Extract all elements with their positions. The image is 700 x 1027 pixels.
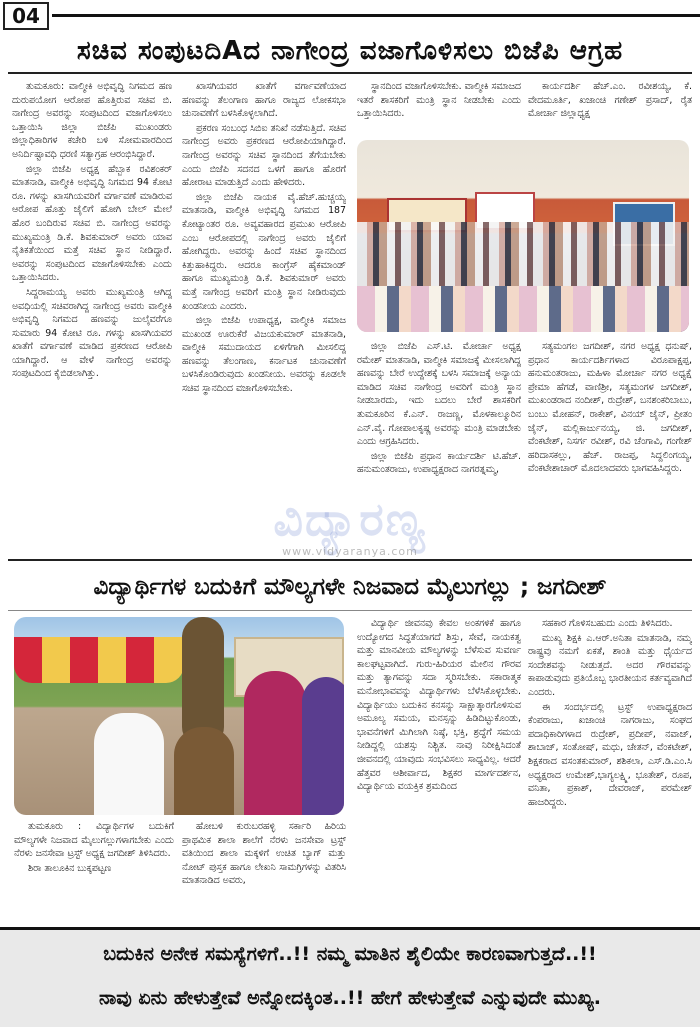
- paragraph: ಸಿದ್ದರಾಮಯ್ಯ ಅವರು ಮುಖ್ಯಮಂತ್ರಿ ಆಗಿದ್ದ ಅವಧಿಯಲ್ಲಿ ಸಚಿವರಾಗಿದ್ದ ನಾಗೇಂದ್ರ ಅವರು ವಾಲ್ಮೀಕಿ ಅಭಿವೃದ್ಧಿ ನಿಗಮದ ಹಣವನ್ನು ಜುಲೈವರೆಗೂ ಸುಮಾರು 94 ಕೋಟಿ ರೂ. ಗಳನ್ನು ಖಾಸಗಿಯವರ ಖಾತೆಗೆ ವರ್ಗಾವಣೆ ಮಾಡಿದ ಪ್ರಕರಣದ ಆರೋಪಿ ಯಾಗಿದ್ದಾರೆ. ಆ ವೇಳೆ ನಾಗೇಂದ್ರ ಅವರನ್ನು ಸಂಪುಟದಿಂದ ಕೈಬಿಡಲಾಗಿತ್ತು.: [12, 286, 172, 380]
- article1-col4-top: [528, 80, 692, 136]
- student: [94, 713, 164, 815]
- paragraph: ಈ ಸಂದರ್ಭದಲ್ಲಿ ಟ್ರಸ್ಟ್ ಉಪಾಧ್ಯಕ್ಷರಾದ ಕೆಂಪರಾಜು, ಖಜಾಂಚಿ ನಾಗರಾಜು, ಸಂಘದ ಪದಾಧಿಕಾರಿಗಳಾದ ರುದ್ರೇಶ್, ಪ್ರದೀಪ್, ನವಾಜ್, ಶಾಬಾಜ್, ಸಂತೋಷ್, ಮಧು, ಚೇತನ್, ವೆಂಕಟೇಶ್, ಶಿಕ್ಷಕರಾದ ವಸಂತಕುಮಾರ್, ಶಶಿಕಲಾ, ಎಸ್.ಡಿ.ಎಂ.ಸಿ ಅಧ್ಯಕ್ಷರಾದ ಉಮೇಶ್,ಭಾಗ್ಯಲಕ್ಷ್ಮಿ, ಭೂತೇಶ್, ರೂಪ, ವನಿತಾ, ಪ್ರಕಾಶ್, ದೇವರಾಜ್, ಪರಮೇಶ್ ಹಾಜರಿದ್ದರು.: [528, 701, 692, 808]
- paragraph: ವಿದ್ಯಾರ್ಥಿ ಜೀವನವು ಕೇವಲ ಅಂಕಗಳಿಕೆ ಹಾಗೂ ಉದ್ಯೋಗದ ಸಿದ್ಧತೆಯಾಗದೆ ಶಿಸ್ತು, ಸೇವೆ, ನಾಯಕತ್ವ ಮತ್ತು ಮಾನವೀಯ ಮೌಲ್ಯಗಳನ್ನು ಬೆಳೆಸುವ ಸುವರ್ಣ ಕಾಲಘಟ್ಟವಾಗಿದೆ. ಗುರು-ಹಿರಿಯರ ಮೇಲಿನ ಗೌರವ ಮತ್ತು ತ್ಯಾಗವನ್ನು ಸದಾ ಸ್ಮರಿಸಬೇಕು. ಸಕಾರಾತ್ಮಕ ಮನೋಭಾವವನ್ನು ವಿದ್ಯಾರ್ಥಿಗಳು ಬೆಳೆಸಿಕೊಳ್ಳಬೇಕು. ವಿದ್ಯಾರ್ಥಿಯು ಬದುಕಿನ ಕನಸನ್ನು ಸಾಕ್ಷಾತ್ಕಾರಗೊಳಿಸುವ ಅಮೂಲ್ಯ ಸಮಯ, ಮನಸ್ಸನ್ನು ಹಿಡಿದಿಟ್ಟುಕೊಂಡು, ಭಾವನೆಗಳಿಗೆ ಮಿಗಿಲಾಗಿ ನಿಷ್ಠೆ, ಭಕ್ತಿ, ಶ್ರದ್ಧೆಗೆ ಸಮಯ ನೀಡಿದ್ದಲ್ಲಿ ಯಶಸ್ಸು ನಿಶ್ಚಿತ. ನಾವು ನಿರೀಕ್ಷಿಸಿದಂತೆ ಜೀವನದಲ್ಲಿ ಯಾವುದು ಸಂಭವಿಸಲು ಸಾಧ್ಯವಿಲ್ಲ. ಆದರೆ ಹೆತ್ತವರ ಆಶೀರ್ವಾದ, ಶಿಕ್ಷಕರ ಮಾರ್ಗದರ್ಶನ, ವಿದ್ಯಾರ್ಥಿಯ ವಯಕ್ತಿಕ ಶ್ರಮದಿಂದ: [357, 618, 521, 793]
- quote-line-2: ನಾವು ಏನು ಹೇಳುತ್ತೇವೆ ಅನ್ನೋದಕ್ಕಿಂತ..!! ಹೇಗೆ ಹೇಳುತ್ತೇವೆ ಎನ್ನುವುದೇ ಮುಖ್ಯ.: [99, 987, 601, 1009]
- paragraph: ತುಮಕೂರು : ವಿದ್ಯಾರ್ಥಿಗಳ ಬದುಕಿಗೆ ಮೌಲ್ಯಗಳೇ ನಿಜವಾದ ಮೈಲುಗಲ್ಲುಗಳಾಗಬೇಕು ಎಂದು ನೆರಳು ಜನಸೇವಾ ಟ್ರಸ್ಟ್ ಅಧ್ಯಕ್ಷ ಜಗದೀಶ್ ತಿಳಿಸಿದರು.: [14, 821, 174, 860]
- paragraph: ತುಮಕೂರು: ವಾಲ್ಮೀಕಿ ಅಭಿವೃದ್ಧಿ ನಿಗಮದ ಹಣ ದುರುಪಯೋಗ ಆರೋಪ ಹೊತ್ತಿರುವ ಸಚಿವ ಬಿ. ನಾಗೇಂದ್ರ ಅವರನ್ನು ಸಂಪುಟದಿಂದ ವಜಾಗೊಳಿಸಲು ಒತ್ತಾಯಿಸಿ ಜಿಲ್ಲಾ ಬಿಜೆಪಿ ಮುಖಂಡರು ಜಿಲ್ಲಾಧಿಕಾರಿಗಳ ಕಚೇರಿ ಬಳಿ ಸೋಮವಾರದಿಂದ ಅನಿರ್ದಿಷ್ಟಾವಧಿ ಧರಣಿ ಸತ್ಯಾಗ್ರಹ ಆರಂಭಿಸಿದ್ದಾರೆ.: [12, 81, 172, 160]
- person: [174, 727, 234, 815]
- school-event-photo: [14, 617, 344, 815]
- paragraph: ಜಿಲ್ಲಾ ಬಿಜೆಪಿ ನಾಯಕ ವೈ.ಹೆಚ್.ಹುಚ್ಚಯ್ಯ ಮಾತನಾಡಿ, ವಾಲ್ಮೀಕಿ ಅಭಿವೃದ್ಧಿ ನಿಗಮದ 187 ಕೋಟ್ಯಾಂತರ ರೂ. ಅವ್ಯವಹಾರದ ಪ್ರಮುಖ ಆರೋಪಿ ಎಂಬ ಆರೋಪದಲ್ಲಿ ನಾಗೇಂದ್ರ ಅವರು ಜೈಲಿಗೆ ಹೋಗಿದ್ದರು. ಅವರನ್ನು ಹಿಂದೆ ಸಚಿವ ಸ್ಥಾನದಿಂದ ಕಿತ್ತುಹಾಕಿದ್ದರು. ಆದರೂ ಕಾಂಗ್ರೆಸ್ ಹೈಕಮಾಂಡ್ ಹಾಗೂ ಮುಖ್ಯಮಂತ್ರಿ ಡಿ.ಕೆ. ಶಿವಕುಮಾರ್ ಅವರು ಮತ್ತೆ ನಾಗೇಂದ್ರ ಅವರಿಗೆ ಮಂತ್ರಿ ಸ್ಥಾನ ನೀಡಿರುವುದು ಖಂಡನೀಯ ಎಂದರು.: [182, 191, 346, 312]
- article1-headline: ಸಚಿವ ಸಂಪುಟದಿAದ ನಾಗೇಂದ್ರ ವಜಾಗೊಳಿಸಲು ಬಿಜೆಪಿ ಆಗ್ರಹ: [76, 36, 624, 66]
- tent-canopy: [14, 637, 184, 683]
- watermark-url: www.vidyaranya.com: [282, 545, 418, 558]
- article2-col3: [357, 617, 521, 924]
- page-number: 04: [3, 2, 49, 30]
- paragraph: ಸಹಕಾರ ಗೊಳಿಸಬಹುದು ಎಂದು ತಿಳಿಸಿದರು.: [542, 618, 673, 629]
- article2-col4: [528, 617, 692, 924]
- paragraph: ಶಿರಾ ತಾಲೂಕಿನ ಬುಕ್ಕಪಟ್ಟಣ: [28, 862, 112, 874]
- seated-crowd: [357, 286, 689, 332]
- article1-col3-top: [357, 80, 521, 136]
- paragraph: ಪ್ರಕರಣ ಸಂಬಂಧ ಸಿಬಿಐ ತನಿಖೆ ನಡೆಸುತ್ತಿದೆ. ಸಚಿವ ನಾಗೇಂದ್ರ ಅವರು ಪ್ರಕರಣದ ಆರೋಪಿಯಾಗಿದ್ದಾರೆ. ನಾಗೇಂದ್ರ ಅವರನ್ನು ಸಚಿವ ಸ್ಥಾನದಿಂದ ತೆಗೆಯಬೇಕು ಎಂದು ಬಿಜೆಪಿ ಸದನದ ಒಳಗೆ ಹಾಗೂ ಹೊರಗೆ ಹೋರಾಟ ಮಾಡುತ್ತಿದೆ ಎಂದು ಹೇಳಿದರು.: [182, 122, 346, 189]
- headline-rule: [8, 72, 692, 74]
- watermark-logo: ವಿದ್ಯಾರಣ್ಯ: [273, 492, 427, 546]
- paragraph: ಜಿಲ್ಲಾ ಬಿಜೆಪಿ ಪ್ರಧಾನ ಕಾರ್ಯದರ್ಶಿ ಟಿ.ಹೆಚ್. ಹನುಮಂತರಾಜು, ಉಪಾಧ್ಯಕ್ಷರಾದ ನಾಗರತ್ನಮ್ಮ,: [357, 450, 521, 476]
- headline-underline: [8, 610, 692, 611]
- article2-col2: [182, 820, 346, 924]
- paragraph: ಹೋಬಳಿ ಕುರುಬರಹಳ್ಳಿ ಸರ್ಕಾರಿ ಹಿರಿಯ ಪ್ರಾಥಮಿಕ ಶಾಲಾ ಶಾಲೆಗೆ ನೆರಳು ಜನಸೇವಾ ಟ್ರಸ್ಟ್ ವತಿಯಿಂದ ಶಾಲಾ ಮಕ್ಕಳಿಗೆ ಉಚಿತ ಬ್ಯಾಗ್ ಮತ್ತು ನೋಟ್ ಪುಸ್ತಕ ಹಾಗೂ ಲೇಖನಿ ಸಾಮಗ್ರಿಗಳನ್ನು ವಿತರಿಸಿ ಮಾತನಾಡಿದ ಅವರು,: [182, 821, 346, 887]
- article1-col2: [182, 80, 346, 555]
- article1-col1: [12, 80, 172, 555]
- paragraph: ಖಾಸಗಿಯವರ ಖಾತೆಗೆ ವರ್ಗಾವಣೆಯಾದ ಹಣವನ್ನು ತೆಲಂಗಾಣ ಹಾಗೂ ರಾಜ್ಯದ ಲೋಕಸಭಾ ಚುನಾವಣೆಗೆ ಬಳಸಿಕೊಳ್ಳಲಾಗಿದೆ.: [182, 81, 346, 120]
- speaker: [244, 671, 306, 815]
- paragraph: ಸ್ಥಾನದಿಂದ ವಜಾಗೊಳಿಸಬೇಕು. ವಾಲ್ಮೀಕಿ ಸಮಾಜದ ಇತರೆ ಶಾಸಕರಿಗೆ ಮಂತ್ರಿ ಸ್ಥಾನ ನೀಡಬೇಕು ಎಂದು ಒತ್ತಾಯಿಸಿದರು.: [357, 81, 521, 120]
- protest-photo: [357, 140, 689, 332]
- section-rule: [8, 559, 692, 561]
- article2-headline: ವಿದ್ಯಾರ್ಥಿಗಳ ಬದುಕಿಗೆ ಮೌಲ್ಯಗಳೇ ನಿಜವಾದ ಮೈಲುಗಲ್ಲು ; ಜಗದೀಶ್: [93, 574, 607, 600]
- paragraph: ಜಿಲ್ಲಾ ಬಿಜೆಪಿ ಅಧ್ಯಕ್ಷ ಹೆಬ್ಬಾಕ ರವಿಶಂಕರ್ ಮಾತನಾಡಿ, ವಾಲ್ಮೀಕಿ ಅಭಿವೃದ್ಧಿ ನಿಗಮದ 94 ಕೋಟಿ ರೂ. ಗಳನ್ನು ಖಾಸಗಿಯವರಿಗೆ ವರ್ಗಾವಣೆ ಮಾಡಿರುವ ಆರೋಪ ಹೊತ್ತು ಜೈಲಿಗೆ ಹೋಗಿ ಬೇಲ್ ಮೇಲೆ ಹೊರ ಬಂದಿರುವ ಸಚಿವ ಬಿ. ನಾಗೇಂದ್ರ ಅವರನ್ನು ಮುಖ್ಯಮಂತ್ರಿ ಡಿ.ಕೆ. ಶಿವಕುಮಾರ್ ಅವರು ಯಾವ ನೈತಿಕತೆಯಿಂದ ಮತ್ತೆ ಸಚಿವ ಸ್ಥಾನ ನೀಡಿದ್ದಾರೆ. ಅವರನ್ನು ಸಂಪುಟದಿಂದ ವಜಾಗೊಳಿಸಬೇಕು ಎಂದು ಒತ್ತಾಯಿಸಿದರು.: [12, 163, 172, 284]
- person: [302, 677, 344, 815]
- top-rule: [52, 14, 700, 17]
- article2-col1: [14, 820, 174, 924]
- paragraph: ಸತ್ಯಮಂಗಲ ಜಗದೀಶ್, ನಗರ ಅಧ್ಯಕ್ಷ ಧನುಷ್, ಪ್ರಧಾನ ಕಾರ್ಯದರ್ಶಿಗಳಾದ ವಿರೂಪಾಕ್ಷಪ್ಪ, ಹನುಮಂತರಾಜು, ಮಹಿಳಾ ಮೋರ್ಚಾ ನಗರ ಅಧ್ಯಕ್ಷೆ ಪ್ರೇಮಾ ಹೆಗಡೆ, ವಾಣಿಶ್ರೀ, ಸತ್ಯಮಂಗಳ ಜಗದೀಶ್, ಮುಖಂಡರಾದ ನಂದೀಶ್, ರುದ್ರೇಶ್, ಬನಶಂಕರಿಬಾಬು, ಬಂಬು ಮೋಹನ್, ರಾಕೇಶ್, ವಿನಯ್ ಜೈನ್, ಪ್ರೀತಂ ಜೈನ್, ಮಲ್ಲಿಕಾರ್ಜುನಯ್ಯ, ಜಿ. ಜಗದೀಶ್, ವೆಂಕಟೇಶ್, ನಿಸರ್ಗ ರವೀಶ್, ರವಿ ಚೆಂಗಾವಿ, ಗಂಗೇಶ್ ಹರಿದಾಸಕಲ್ಲು, ಹೆಚ್. ರಾಜಪ್ಪ, ಸಿದ್ದಲಿಂಗಯ್ಯ, ವೆಂಕಟೇಶಾಚಾರ್ ಮೊದಲಾದವರು ಭಾಗವಹಿಸಿದ್ದರು.: [528, 341, 692, 475]
- paragraph: ಕಾರ್ಯದರ್ಶಿ ಹೆಚ್.ಎಂ. ರವೀಶಯ್ಯ, ಕೆ. ವೇದಮೂರ್ತಿ, ಖಜಾಂಚಿ ಗಣೇಶ್ ಪ್ರಸಾದ್, ರೈತ ಮೋರ್ಚಾ ಜಿಲ್ಲಾಧ್ಯಕ್ಷ: [528, 81, 692, 120]
- paragraph: ಮುಖ್ಯ ಶಿಕ್ಷಕಿ ಎ.ಆರ್.ಅನಿತಾ ಮಾತನಾಡಿ, ನಮ್ಮ ರಾಷ್ಟ್ರವು ನಮಗೆ ಏಕತೆ, ಶಾಂತಿ ಮತ್ತು ಧೈರ್ಯದ ಸಂದೇಶವನ್ನು ನೀಡುತ್ತದೆ. ಅದರ ಗೌರವವನ್ನು ಕಾಪಾಡುವುದು ಪ್ರತಿಯೊಬ್ಬ ಭಾರತೀಯನ ಕರ್ತವ್ಯವಾಗಿದೆ ಎಂದರು.: [528, 632, 692, 698]
- quote-line-1: ಬದುಕಿನ ಅನೇಕ ಸಮಸ್ಯೆಗಳಿಗೆ..!! ನಮ್ಮ ಮಾತಿನ ಶೈಲಿಯೇ ಕಾರಣವಾಗುತ್ತದೆ..!!: [103, 943, 597, 965]
- paragraph: ಜಿಲ್ಲಾ ಬಿಜೆಪಿ ಉಪಾಧ್ಯಕ್ಷ, ವಾಲ್ಮೀಕಿ ಸಮಾಜ ಮುಖಂಡ ಊರುಕೆರೆ ವಿಜಯಕುಮಾರ್ ಮಾತನಾಡಿ, ವಾಲ್ಮೀಕಿ ಸಮುದಾಯದ ಏಳಿಗೆಗಾಗಿ ಮೀಸಲಿದ್ದ ಹಣವನ್ನು ತೆಲಂಗಾಣ, ಕರ್ನಾಟಕ ಚುನಾವಣೆಗೆ ಬಳಸಿಕೊಂಡಿರುವುದು ಖಂಡನೀಯ. ಅವರನ್ನು ಕೂಡಲೇ ಸಚಿವ ಸ್ಥಾನದಿಂದ ವಜಾಗೊಳಿಸಬೇಕು.: [182, 315, 346, 395]
- paragraph: ಜಿಲ್ಲಾ ಬಿಜೆಪಿ ಎಸ್.ಟಿ. ಮೋರ್ಚಾ ಅಧ್ಯಕ್ಷ ರಮೇಶ್ ಮಾತನಾಡಿ, ವಾಲ್ಮೀಕಿ ಸಮಾಜಕ್ಕೆ ಮೀಸಲಾಗಿದ್ದ ಹಣವನ್ನು ಬೇರೆ ಉದ್ದೇಶಕ್ಕೆ ಬಳಸಿ ಸಮಾಜಕ್ಕೆ ಅನ್ಯಾಯ ಮಾಡಿದ ಸಚಿವ ನಾಗೇಂದ್ರ ಅವರಿಗೆ ಮಂತ್ರಿ ಸ್ಥಾನ ನೀಡಬಾರದು, ಇದು ಬದಲು ಬೇರೆ ಶಾಸಕರಿಗೆ ತುಮಕೂರಿನ ಕೆ.ಎನ್. ರಾಜಣ್ಣ, ಮೊಳಕಾಲ್ಮೂರಿನ ಎನ್.ವೈ. ಗೋಪಾಲಕೃಷ್ಣ ಅವರನ್ನು ಮಂತ್ರಿ ಮಾಡಬೇಕು ಎಂದು ಆಗ್ರಹಿಸಿದರು.: [357, 341, 521, 448]
